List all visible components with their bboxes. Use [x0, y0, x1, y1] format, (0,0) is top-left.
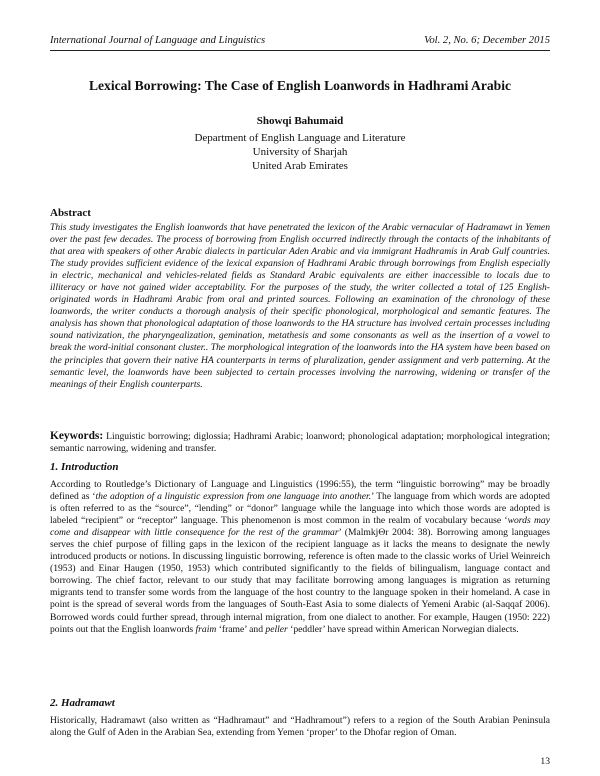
intro-quote-1: the adoption of a linguistic expression from one language into another. [95, 491, 372, 503]
journal-name: International Journal of Language and Linguistics [50, 35, 266, 46]
intro-text-4: ‘frame’ and [216, 623, 266, 635]
keywords-label: Keywords: [50, 430, 104, 442]
intro-text-5: ‘peddler’ have spread within American Norwegian dialects. [287, 623, 519, 635]
paper-title: Lexical Borrowing: The Case of English Loanwords in Hadhrami Arabic [88, 78, 512, 93]
abstract-text: This study investigates the English loanwords that have penetrated the lexicon of the Arabic vernacular of Hadramawt in Yemen over the past few decades. The process of borrowing from English occurred indirectly through the contacts of the inhabitants of that area with speakers of other Arabic dialects in particular Aden Arabic and via immigrant Hadhramis in Arab Gulf countries. The study provides sufficient evidence of the lexical expansion of Hadhrami Arabic through borrowings from English especially in electric, mechanical and vehicles-related fields as Standard Arabic equivalents are either inaccessible to locals due to illiteracy or have not gained wider acceptability. For the purposes of the study, the writer collected a total of 125 English-originated words in Hadhrami Arabic from oral and printed sources. Following an examination of the chronology of these loanwords, the writer conducts a thorough analysis of their specific phonological, morphological and semantic features. The analysis has shown that phonological adaptation of those loanwords to the HA structure has involved certain processes including sound nativization, the pharyngealization, gemination, metathesis and some consonants as well as the insertion of a vowel to break the word-initial consonant cluster.. The morphological integration of the loanwords into the HA system have been based on the principles that govern their native HA counterparts in terms of pluralization, gender assignment and verb patterning. At the semantic level, the loanwords have been subjected to certain processes involving the narrowing, widening or transfer of the meanings of their English counterparts. [50, 222, 550, 390]
running-header [50, 34, 550, 51]
intro-text-1: According to Routledge’s Dictionary of Language and Linguistics (1996:55), the term “linguistic borrowing” may be broadly defined as ‘ [50, 479, 550, 503]
section-2-text: Historically, Hadramawt (also written as “Hadhramaut” and “Hadhramout”) refers to a region of the South Arabian Peninsula along the Gulf of Aden in the Arabian Sea, extending from Yemen ‘proper’ to the Dhofar region of Oman. [50, 715, 550, 739]
intro-text-3: ’ (MalmkjΘr 2004: 38). Borrowing among languages serves the chief purpose of filling gaps in the lexicon of the recipient language as it lacks the means to designate the newly introduced products or notions. In discussing linguistic borrowing, reference is often made to the classic works of Uriel Weinreich (1953) and Einar Haugen (1950, 1953) which contributed significantly to the fields of bilingualism, language contact and borrowing. The chief factor, relevant to our study that may facilitate borrowing among languages is migration as returning migrants tend to transfer some words from the language of the host country to the language spoken in their homeland. A case in point is the spread of several words from the languages of South-East Asia to some dialects of Yemeni Arabic (al-Saqqaf 2006). Borrowed words could further spread, through internal migration, from one dialect to another. For example, Haugen (1950: 222) points out that the English loanwords [50, 527, 551, 635]
intro-term-peller: peller [265, 623, 288, 635]
intro-quote-2: words may come and disappear with little consequence for the rest of the grammar [50, 515, 550, 539]
page-number: 13 [540, 756, 550, 767]
intro-text-2: ’ The language from which words are adopted is often referred to as the “source”, “lending” or “donor” language while the language into which those words are adopted is labeled “recipient” or “receptor” language. This phenomenon is most common in the realm of vocabulary because ‘ [50, 491, 550, 527]
affiliation-country: United Arab Emirates [252, 160, 348, 173]
affiliation-university: University of Sharjah [252, 146, 348, 159]
intro-term-fraim: fraim [195, 623, 217, 635]
section-2-heading: 2. Hadramawt [50, 697, 115, 709]
section-1-text [50, 479, 550, 636]
keywords [50, 430, 550, 455]
author-name: Showqi Bahumaid [256, 115, 344, 127]
author-affiliation [50, 131, 550, 174]
keywords-text: Linguistic borrowing; diglossia; Hadhrami Arabic; loanword; phonological adaptation; morphological integration; semantic narrowing, widening and transfer. [50, 431, 550, 455]
volume-info: Vol. 2, No. 6; December 2015 [424, 35, 550, 46]
section-1-heading: 1. Introduction [50, 461, 119, 473]
abstract-heading: Abstract [50, 207, 91, 219]
affiliation-department: Department of English Language and Literature [194, 132, 406, 144]
